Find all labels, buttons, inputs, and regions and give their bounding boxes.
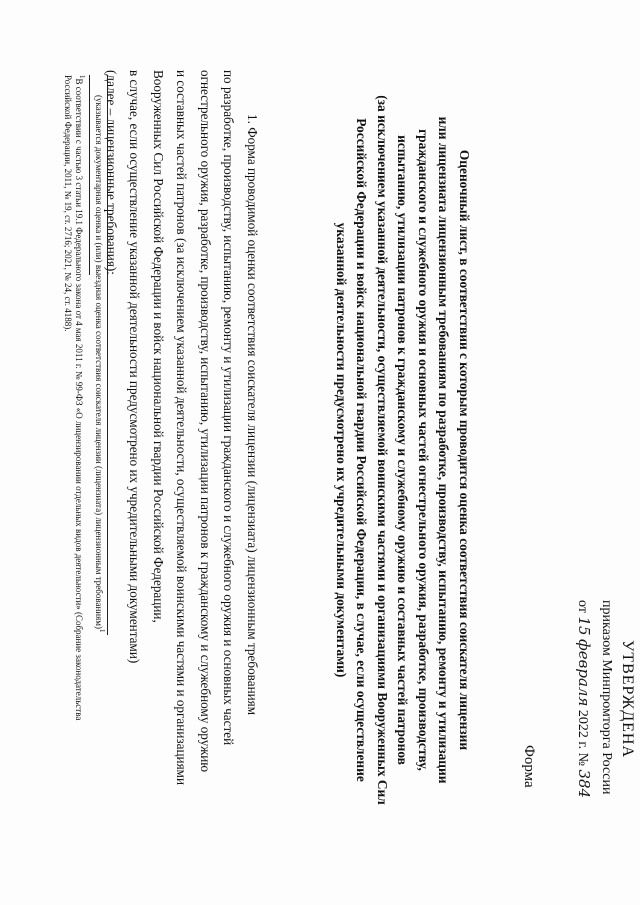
document-title — [331, 40, 475, 860]
handwritten-month: февраля — [575, 639, 593, 707]
body-line: огнестрельного оружия, разработке, производству, испытанию, утилизации патронов к гражданскому и служебному оружию — [198, 70, 213, 773]
footnote — [62, 75, 87, 720]
title-line: Оценочный лист, в соответствии с которым проводится оценка соответствия соискателя лицензии — [457, 149, 472, 751]
title-line: Российской Федерации и войск национальной гвардии Российской Федерации, в случае, если осуществление — [354, 118, 370, 782]
form-label: Форма — [521, 745, 537, 788]
footnote-marker: 1 — [78, 75, 86, 79]
body-line: и составных частей патронов (за исключением указанной деятельности, осуществляемой воинскими частями и организациями — [174, 70, 190, 786]
footnote-line: В соответствии с частью 3 статьи 19.1 Федерального закона от 4 мая 2011 г. № 99-ФЗ «О лицензировании отдельных видов деятельности» (Собрание законодательства — [74, 78, 84, 721]
title-line: гражданского и служебного оружия и основных частей огнестрельного оружия, разработке, производству, — [416, 129, 431, 771]
paragraph-1 — [100, 70, 265, 905]
date-prefix: от — [575, 600, 590, 613]
order-line: приказом Минпромторга России — [599, 600, 614, 795]
date-year: 2022 г. № — [575, 709, 590, 766]
title-line: указанной деятельности предусмотрено их учредительными документами) — [334, 222, 349, 678]
title-line: испытанию, утилизации патронов к гражданскому и служебному оружию и составных частей патронов — [395, 135, 411, 765]
handwritten-order-number: 384 — [575, 769, 593, 799]
body-line: 1. Форма проводимой оценки соответствия соискателя лицензии (лицензиата) лицензионным требованиям — [245, 114, 260, 716]
footnote-separator — [89, 75, 90, 275]
order-date-line — [574, 600, 593, 798]
body-line: по разработке, производству, испытанию, ремонту и утилизации гражданского и служебного оружия и основных частей — [221, 70, 237, 746]
fill-in-line — [107, 75, 108, 635]
title-line: (за исключением указанной деятельности, осуществляемой воинскими частями и организациями Вооруженных Сил — [375, 95, 390, 805]
approved-stamp: УТВЕРЖДЕНА — [619, 640, 636, 759]
title-line: или лицензиата лицензионным требованиям по разработке, производству, испытанию, ремонту и утилизации — [436, 116, 452, 784]
handwritten-day: 15 — [575, 616, 593, 636]
fill-in-note: (указывается документарная оценка и (или) выездная оценка соответствия соискателя лицензии (лицензиата) лицензионным требованиям)$^1$ — [94, 95, 106, 633]
body-line: в случае, если осуществление указанной деятельности предусмотрено их учредительными документами) — [127, 70, 143, 664]
body-line: Вооруженных Сил Российской Федерации и войск национальной гвардии Российской Федерации, — [151, 70, 166, 623]
body-line: (далее – лицензионные требования): — [104, 70, 119, 275]
footnote-line: Российской Федерации, 2011, № 19, ст. 2716; 2021, № 24, ст. 4188). — [63, 75, 73, 332]
